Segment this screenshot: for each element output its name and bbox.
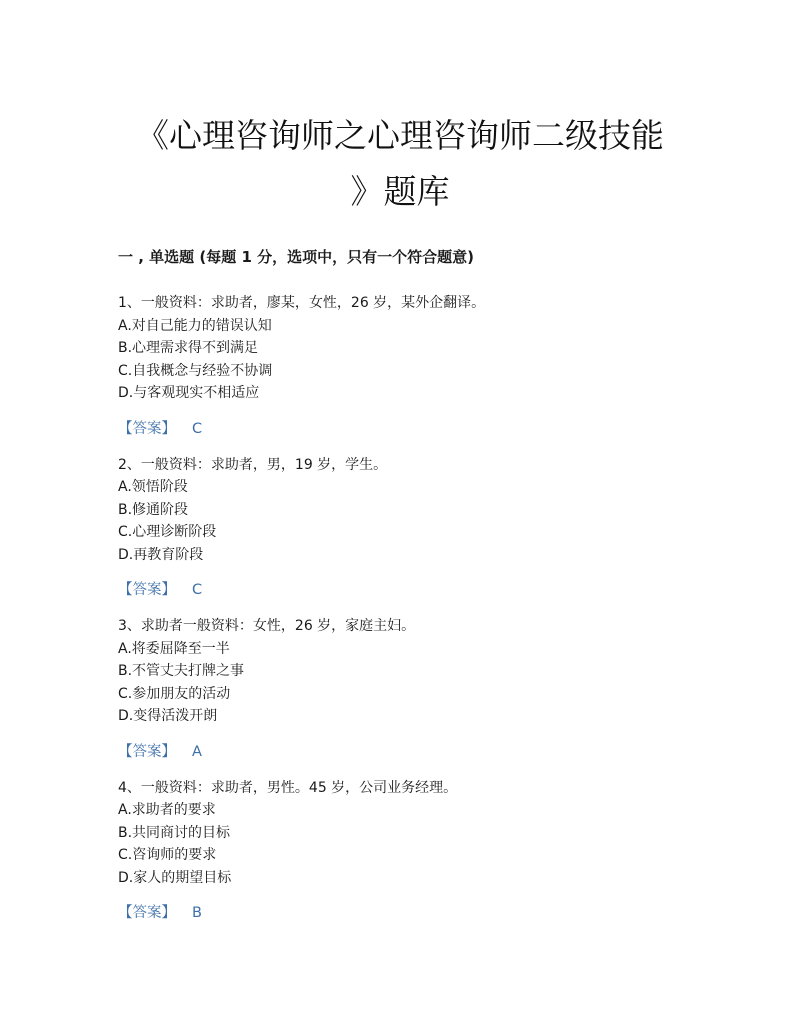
option-b: B.修通阶段 <box>118 501 189 518</box>
answer-line <box>118 418 718 440</box>
answer-value: B <box>192 905 202 921</box>
answer-label: 【答案】 <box>118 420 176 437</box>
question-item <box>118 615 718 763</box>
option-c: C.心理诊断阶段 <box>118 524 217 540</box>
answer-value: C <box>192 582 203 598</box>
title-line-2: 》题库 <box>350 172 450 211</box>
answer-line <box>118 579 718 601</box>
question-stem: 1、一般资料：求助者，廖某，女性，26 岁，某外企翻译。 <box>118 295 486 311</box>
option-d: D.家人的期望目标 <box>118 869 232 886</box>
option-a: A.对自己能力的错误认知 <box>118 317 272 334</box>
option-b: B.共同商讨的目标 <box>118 824 231 841</box>
option-b: B.不管丈夫打牌之事 <box>118 663 245 679</box>
answer-label: 【答案】 <box>118 905 176 921</box>
question-stem: 3、求助者一般资料：女性，26 岁，家庭主妇。 <box>118 618 416 634</box>
option-a: A.领悟阶段 <box>118 479 188 495</box>
title-line-1: 《心理咨询师之心理咨询师二级技能 <box>136 116 664 155</box>
answer-line <box>118 741 718 763</box>
option-d: D.与客观现实不相适应 <box>118 385 260 401</box>
option-b: B.心理需求得不到满足 <box>118 340 259 356</box>
question-item <box>118 292 718 440</box>
answer-label: 【答案】 <box>118 582 176 598</box>
option-c: C.咨询师的要求 <box>118 847 217 863</box>
section-heading: 一 , 单选题 (每题 1 分，选项中，只有一个符合题意) <box>118 248 474 266</box>
option-a: A.将委屈降至一半 <box>118 640 230 657</box>
answer-value: A <box>192 743 202 760</box>
document-title <box>110 108 690 220</box>
option-c: C.参加朋友的活动 <box>118 685 231 702</box>
question-list <box>118 292 718 924</box>
question-stem: 4、一般资料：求助者，男性。45 岁，公司业务经理。 <box>118 779 458 796</box>
answer-line <box>118 902 718 924</box>
question-item <box>118 777 718 925</box>
option-d: D.变得活泼开朗 <box>118 708 218 724</box>
question-stem: 2、一般资料：求助者，男，19 岁，学生。 <box>118 456 388 473</box>
answer-label: 【答案】 <box>118 743 176 760</box>
answer-value: C <box>192 420 203 437</box>
question-item <box>118 454 718 602</box>
option-c: C.自我概念与经验不协调 <box>118 362 273 379</box>
option-a: A.求助者的要求 <box>118 802 216 818</box>
option-d: D.再教育阶段 <box>118 546 204 563</box>
